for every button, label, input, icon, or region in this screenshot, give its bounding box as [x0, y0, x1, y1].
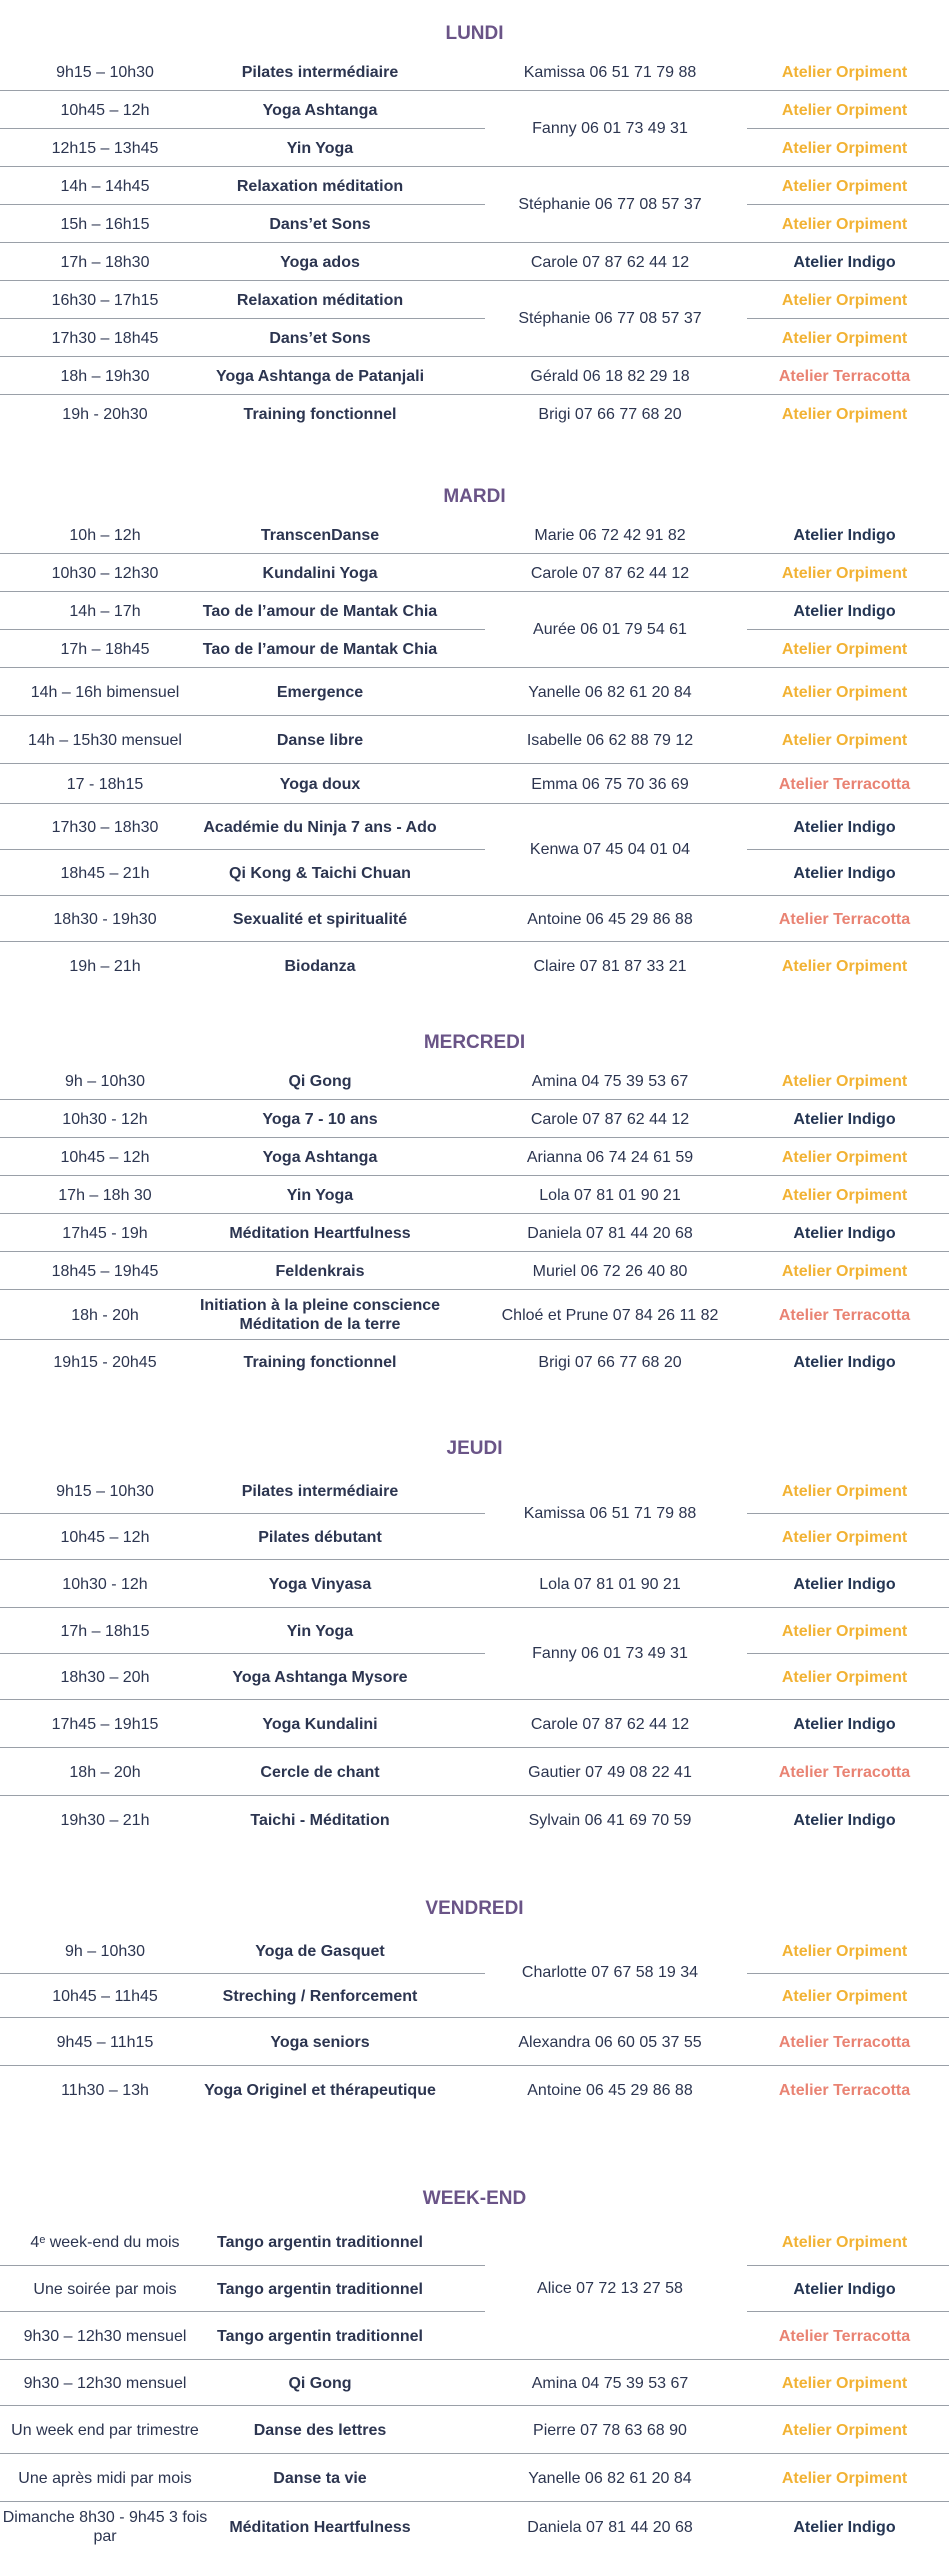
time-cell: 12h15 – 13h45: [51, 139, 159, 157]
room-cell: Atelier Orpiment: [781, 1072, 908, 1090]
activity-cell: Méditation Heartfulness: [229, 2518, 411, 2536]
time-cell: 9h15 – 10h30: [56, 63, 154, 81]
schedule-row: [0, 1062, 949, 1100]
time-cell: 10h30 - 12h: [62, 1575, 148, 1593]
contact-cell: Pierre 07 78 63 68 90: [533, 2421, 687, 2439]
contact-cell: Stéphanie 06 77 08 57 37: [518, 196, 702, 213]
schedule-row: [0, 2454, 949, 2502]
schedule-row: [0, 630, 949, 668]
time-cell: 18h – 20h: [69, 1763, 141, 1781]
contact-cell: Gérald 06 18 82 29 18: [530, 367, 690, 385]
time-cell: Une soirée par mois: [33, 2280, 177, 2298]
room-cell: Atelier Indigo: [793, 1353, 896, 1371]
room-cell: Atelier Orpiment: [781, 731, 908, 749]
time-cell: 10h45 – 11h45: [52, 1987, 158, 2005]
contact-cell: Fanny 06 01 73 49 31: [532, 120, 688, 137]
time-cell: Un week end par trimestre: [11, 2421, 199, 2439]
contact-cell: Alexandra 06 60 05 37 55: [518, 2033, 702, 2051]
time-cell: 9h30 – 12h30 mensuel: [23, 2327, 187, 2345]
room-cell: Atelier Orpiment: [781, 2469, 908, 2487]
contact-cell: Carole 07 87 62 44 12: [530, 564, 690, 582]
schedule-row: [0, 668, 949, 716]
time-cell: 18h30 – 20h: [60, 1668, 150, 1686]
room-cell: Atelier Terracotta: [778, 2327, 911, 2345]
activity-cell: Qi Gong: [288, 2374, 352, 2392]
contact-cell: Antoine 06 45 29 86 88: [527, 910, 693, 928]
contact-cell: Brigi 07 66 77 68 20: [538, 1353, 682, 1371]
time-cell: 9h – 10h30: [64, 1072, 146, 1090]
schedule-row: [0, 2066, 949, 2114]
contact-cell: Carole 07 87 62 44 12: [530, 1715, 690, 1733]
time-cell: 10h45 – 12h: [60, 1528, 150, 1546]
activity-cell: Initiation à la pleine conscience Méditation de la terre: [199, 1297, 441, 1333]
time-cell: 17h30 – 18h45: [51, 329, 159, 347]
activity-cell: Pilates intermédiaire: [241, 63, 399, 81]
room-cell: Atelier Indigo: [793, 1575, 896, 1593]
schedule-row: [0, 592, 949, 630]
activity-cell: Sexualité et spiritualité: [232, 910, 408, 928]
contact-cell: Amina 04 75 39 53 67: [531, 1072, 689, 1090]
schedule-row: [0, 281, 949, 319]
contact-cell: Brigi 07 66 77 68 20: [538, 405, 682, 423]
schedule-row: [0, 1290, 949, 1340]
time-cell: 11h30 – 13h: [61, 2081, 149, 2099]
room-cell: Atelier Orpiment: [781, 2233, 908, 2251]
room-cell: Atelier Orpiment: [781, 1186, 908, 1204]
activity-cell: Tao de l’amour de Mantak Chia: [202, 640, 438, 658]
activity-cell: Feldenkrais: [275, 1262, 365, 1280]
room-cell: Atelier Orpiment: [781, 177, 908, 195]
room-cell: Atelier Orpiment: [781, 215, 908, 233]
activity-cell: Training fonctionnel: [243, 405, 397, 423]
activity-cell: Yoga seniors: [270, 2033, 370, 2051]
time-cell: 19h - 20h30: [62, 405, 148, 423]
room-cell: Atelier Terracotta: [778, 910, 911, 928]
contact-cell: Kenwa 07 45 04 01 04: [529, 841, 691, 858]
room-cell: Atelier Orpiment: [781, 1622, 908, 1640]
schedule-row: [0, 804, 949, 850]
activity-cell: Yoga de Gasquet: [255, 1942, 385, 1960]
activity-cell: Danse ta vie: [273, 2469, 367, 2487]
day-section-vendredi: [0, 1890, 949, 2114]
room-cell: Atelier Terracotta: [778, 1763, 911, 1781]
room-cell: Atelier Orpiment: [781, 2374, 908, 2392]
contact-cell: Fanny 06 01 73 49 31: [532, 1645, 688, 1662]
schedule-row: [0, 129, 949, 167]
activity-cell: Qi Gong: [288, 1072, 352, 1090]
schedule-row: [0, 1514, 949, 1560]
time-cell: 4ᵉ week-end du mois: [30, 2233, 180, 2251]
activity-cell: Pilates intermédiaire: [241, 1482, 399, 1500]
day-title: LUNDI: [445, 23, 504, 44]
day-section-jeudi: [0, 1430, 949, 1844]
day-section-lundi: [0, 15, 949, 433]
time-cell: 18h - 20h: [71, 1306, 139, 1324]
schedule-row: [0, 2360, 949, 2406]
activity-cell: Yoga Ashtanga Mysore: [232, 1668, 408, 1686]
contact-cell: Daniela 07 81 44 20 68: [527, 1224, 693, 1242]
time-cell: 18h45 – 19h45: [51, 1262, 159, 1280]
time-cell: 9h15 – 10h30: [56, 1482, 154, 1500]
schedule-row: [0, 205, 949, 243]
contact-cell: Lola 07 81 01 90 21: [539, 1575, 681, 1593]
contact-cell: Gautier 07 49 08 22 41: [528, 1763, 692, 1781]
time-cell: 18h30 - 19h30: [53, 910, 157, 928]
activity-cell: Relaxation méditation: [236, 177, 404, 195]
schedule-row: [0, 1252, 949, 1290]
schedule-row: [0, 1700, 949, 1748]
contact-cell: Daniela 07 81 44 20 68: [527, 2518, 693, 2536]
schedule-row: [0, 716, 949, 764]
schedule-row: [0, 2218, 949, 2266]
schedule-row: [0, 1974, 949, 2018]
room-cell: Atelier Indigo: [793, 818, 896, 836]
contact-cell: Carole 07 87 62 44 12: [530, 1110, 690, 1128]
room-cell: Atelier Orpiment: [781, 564, 908, 582]
activity-cell: Training fonctionnel: [243, 1353, 397, 1371]
time-cell: 10h30 - 12h: [62, 1110, 148, 1128]
room-cell: Atelier Orpiment: [781, 683, 908, 701]
activity-cell: Tango argentin traditionnel: [217, 2233, 423, 2251]
time-cell: 14h – 15h30 mensuel: [28, 731, 182, 749]
activity-cell: Yoga Ashtanga de Patanjali: [215, 367, 425, 385]
contact-cell: Alice 07 72 13 27 58: [537, 2280, 683, 2297]
activity-cell: Cercle de chant: [260, 1763, 380, 1781]
activity-cell: Yoga Originel et thérapeutique: [204, 2081, 436, 2099]
room-cell: Atelier Indigo: [793, 1715, 896, 1733]
contact-cell: Amina 04 75 39 53 67: [531, 2374, 689, 2392]
time-cell: 10h45 – 12h: [60, 101, 150, 119]
contact-cell: Yanelle 06 82 61 20 84: [528, 683, 692, 701]
activity-cell: Tango argentin traditionnel: [217, 2280, 423, 2298]
time-cell: 10h – 12h: [69, 526, 141, 544]
activity-cell: Yoga Vinyasa: [268, 1575, 372, 1593]
schedule-row: [0, 2266, 949, 2312]
time-cell: 17h – 18h45: [60, 640, 150, 658]
room-cell: Atelier Orpiment: [781, 640, 908, 658]
room-cell: Atelier Indigo: [793, 253, 896, 271]
time-cell: 9h45 – 11h15: [56, 2033, 154, 2051]
schedule-row: [0, 319, 949, 357]
activity-cell: Biodanza: [284, 957, 356, 975]
day-section-mardi: [0, 478, 949, 990]
day-rows: [0, 53, 949, 433]
activity-cell: Tango argentin traditionnel: [217, 2327, 423, 2345]
contact-cell: Kamissa 06 51 71 79 88: [523, 63, 697, 81]
contact-cell: Lola 07 81 01 90 21: [539, 1186, 681, 1204]
activity-cell: Dans’et Sons: [269, 215, 371, 233]
activity-cell: Académie du Ninja 7 ans - Ado: [203, 818, 437, 836]
schedule-row: [0, 2502, 949, 2552]
activity-cell: Yin Yoga: [286, 1186, 354, 1204]
contact-cell: Yanelle 06 82 61 20 84: [528, 2469, 692, 2487]
schedule-row: [0, 1560, 949, 1608]
time-cell: 10h45 – 12h: [60, 1148, 150, 1166]
activity-cell: Qi Kong & Taichi Chuan: [229, 864, 411, 882]
schedule-row: [0, 1176, 949, 1214]
contact-cell: Marie 06 72 42 91 82: [534, 526, 686, 544]
time-cell: 17h – 18h15: [60, 1622, 150, 1640]
activity-cell: Yoga Ashtanga: [262, 1148, 378, 1166]
room-cell: Atelier Indigo: [793, 1110, 896, 1128]
room-cell: Atelier Orpiment: [781, 63, 908, 81]
activity-cell: Yin Yoga: [286, 139, 354, 157]
activity-cell: Méditation Heartfulness: [229, 1224, 411, 1242]
room-cell: Atelier Terracotta: [778, 367, 911, 385]
schedule-row: [0, 554, 949, 592]
room-cell: Atelier Terracotta: [778, 1306, 911, 1324]
day-rows: [0, 1468, 949, 1844]
activity-cell: Yoga ados: [280, 253, 360, 271]
contact-cell: Isabelle 06 62 88 79 12: [526, 731, 694, 749]
activity-cell: Yin Yoga: [286, 1622, 354, 1640]
schedule-row: [0, 1468, 949, 1514]
time-cell: 19h30 – 21h: [60, 1811, 150, 1829]
time-cell: 9h – 10h30: [64, 1942, 146, 1960]
schedule-row: [0, 1608, 949, 1654]
schedule-row: [0, 1748, 949, 1796]
contact-cell: Aurée 06 01 79 54 61: [533, 621, 687, 638]
room-cell: Atelier Terracotta: [778, 2033, 911, 2051]
activity-cell: Yoga doux: [279, 775, 361, 793]
activity-cell: Tao de l’amour de Mantak Chia: [202, 602, 438, 620]
contact-cell: Carole 07 87 62 44 12: [530, 253, 690, 271]
room-cell: Atelier Orpiment: [781, 405, 908, 423]
room-cell: Atelier Orpiment: [781, 1528, 908, 1546]
room-cell: Atelier Orpiment: [781, 1262, 908, 1280]
schedule-row: [0, 243, 949, 281]
room-cell: Atelier Terracotta: [778, 775, 911, 793]
schedule-row: [0, 2312, 949, 2360]
schedule-row: [0, 1340, 949, 1384]
day-title: VENDREDI: [425, 1898, 524, 1919]
time-cell: 18h45 – 21h: [60, 864, 150, 882]
schedule-row: [0, 1100, 949, 1138]
room-cell: Atelier Orpiment: [781, 1148, 908, 1166]
room-cell: Atelier Orpiment: [781, 139, 908, 157]
schedule-row: [0, 1138, 949, 1176]
day-rows: [0, 1062, 949, 1384]
contact-cell: Claire 07 81 87 33 21: [533, 957, 687, 975]
schedule-row: [0, 395, 949, 433]
schedule-row: [0, 942, 949, 990]
activity-cell: Yoga Ashtanga: [262, 101, 378, 119]
room-cell: Atelier Orpiment: [781, 2421, 908, 2439]
contact-cell: Muriel 06 72 26 40 80: [532, 1262, 688, 1280]
time-cell: 18h – 19h30: [60, 367, 150, 385]
contact-cell: Chloé et Prune 07 84 26 11 82: [501, 1306, 719, 1324]
schedule-row: [0, 896, 949, 942]
time-cell: 9h30 – 12h30 mensuel: [23, 2374, 187, 2392]
time-cell: 17 - 18h15: [66, 775, 144, 793]
room-cell: Atelier Indigo: [793, 2518, 896, 2536]
activity-cell: TranscenDanse: [260, 526, 380, 544]
room-cell: Atelier Indigo: [793, 1811, 896, 1829]
schedule-row: [0, 764, 949, 804]
room-cell: Atelier Orpiment: [781, 101, 908, 119]
day-rows: [0, 1928, 949, 2114]
activity-cell: Relaxation méditation: [236, 291, 404, 309]
schedule-row: [0, 1928, 949, 1974]
activity-cell: Emergence: [276, 683, 364, 701]
day-section-week-end: [0, 2180, 949, 2552]
activity-cell: Taichi - Méditation: [250, 1811, 390, 1829]
schedule-row: [0, 1214, 949, 1252]
time-cell: 19h – 21h: [69, 957, 141, 975]
time-cell: 16h30 – 17h15: [51, 291, 159, 309]
room-cell: Atelier Orpiment: [781, 1668, 908, 1686]
schedule-row: [0, 357, 949, 395]
activity-cell: Yoga Kundalini: [262, 1715, 378, 1733]
time-cell: 17h – 18h 30: [58, 1186, 152, 1204]
room-cell: Atelier Indigo: [793, 526, 896, 544]
time-cell: 14h – 14h45: [60, 177, 150, 195]
contact-cell: Charlotte 07 67 58 19 34: [521, 1964, 699, 1981]
room-cell: Atelier Orpiment: [781, 1987, 908, 2005]
room-cell: Atelier Indigo: [793, 2280, 896, 2298]
schedule-row: [0, 167, 949, 205]
contact-cell: Arianna 06 74 24 61 59: [526, 1148, 694, 1166]
schedule-row: [0, 2406, 949, 2454]
time-cell: 19h15 - 20h45: [53, 1353, 157, 1371]
day-title: MARDI: [443, 486, 506, 507]
schedule-row: [0, 2018, 949, 2066]
contact-cell: Emma 06 75 70 36 69: [531, 775, 689, 793]
activity-cell: Danse libre: [276, 731, 364, 749]
activity-cell: Pilates débutant: [258, 1528, 382, 1546]
room-cell: Atelier Indigo: [793, 602, 896, 620]
time-cell: 10h30 – 12h30: [51, 564, 159, 582]
time-cell: Une après midi par mois: [18, 2469, 192, 2487]
time-cell: 17h – 18h30: [60, 253, 150, 271]
time-cell: 17h45 – 19h15: [51, 1715, 159, 1733]
time-cell: 14h – 16h bimensuel: [30, 683, 180, 701]
day-section-mercredi: [0, 1024, 949, 1384]
activity-cell: Danse des lettres: [253, 2421, 387, 2439]
contact-cell: Sylvain 06 41 69 70 59: [528, 1811, 692, 1829]
day-title: MERCREDI: [423, 1032, 526, 1053]
room-cell: Atelier Orpiment: [781, 957, 908, 975]
day-rows: [0, 516, 949, 990]
contact-cell: Antoine 06 45 29 86 88: [527, 2081, 693, 2099]
room-cell: Atelier Indigo: [793, 1224, 896, 1242]
schedule-row: [0, 850, 949, 896]
activity-cell: Kundalini Yoga: [262, 564, 378, 582]
time-cell: 17h30 – 18h30: [51, 818, 159, 836]
time-cell: 14h – 17h: [69, 602, 141, 620]
day-rows: [0, 2218, 949, 2552]
time-cell: 17h45 - 19h: [62, 1224, 148, 1242]
time-cell: Dimanche 8h30 - 9h45 3 fois par: [2, 2509, 208, 2545]
room-cell: Atelier Orpiment: [781, 329, 908, 347]
schedule-row: [0, 516, 949, 554]
time-cell: 15h – 16h15: [60, 215, 150, 233]
activity-cell: Streching / Renforcement: [222, 1987, 418, 2005]
contact-cell: Kamissa 06 51 71 79 88: [523, 1505, 697, 1522]
room-cell: Atelier Orpiment: [781, 291, 908, 309]
contact-cell: Stéphanie 06 77 08 57 37: [518, 310, 702, 327]
activity-cell: Dans’et Sons: [269, 329, 371, 347]
schedule-row: [0, 1654, 949, 1700]
room-cell: Atelier Orpiment: [781, 1942, 908, 1960]
room-cell: Atelier Terracotta: [778, 2081, 911, 2099]
room-cell: Atelier Orpiment: [781, 1482, 908, 1500]
schedule-row: [0, 91, 949, 129]
activity-cell: Yoga 7 - 10 ans: [262, 1110, 378, 1128]
schedule-row: [0, 53, 949, 91]
day-title: WEEK-END: [422, 2188, 527, 2209]
room-cell: Atelier Indigo: [793, 864, 896, 882]
day-title: JEUDI: [446, 1438, 503, 1459]
schedule-row: [0, 1796, 949, 1844]
